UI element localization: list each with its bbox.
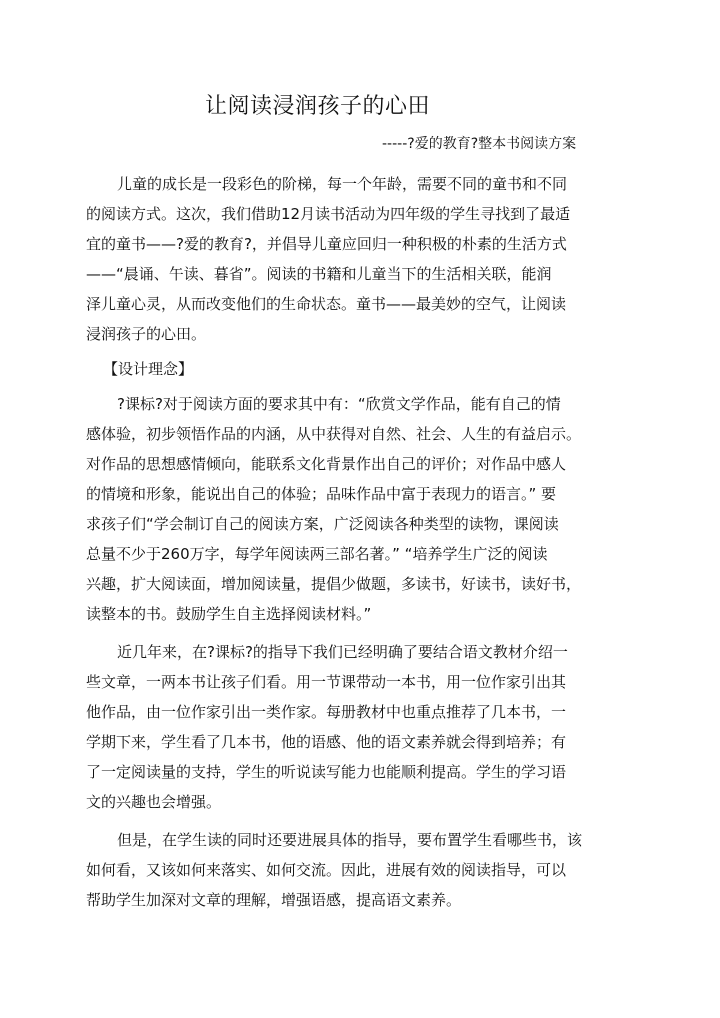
paragraph-line: 他作品，由一位作家引出一类作家。每册教材中也重点推荐了几本书，一 xyxy=(86,703,567,721)
paragraph-line: 的阅读方式。这次，我们借助12月读书活动为四年级的学生寻找到了最适 xyxy=(86,205,571,223)
section-heading: 【设计理念】 xyxy=(103,360,194,378)
paragraph-line: 了一定阅读量的支持，学生的听说读写能力也能顺利提高。学生的学习语 xyxy=(86,763,567,781)
document-title: 让阅读浸润孩子的心田 xyxy=(205,94,431,119)
paragraph-line: 学期下来，学生看了几本书，他的语感、他的语文素养就会得到培养；有 xyxy=(86,733,567,751)
paragraph-line: 读整本的书。鼓励学生自主选择阅读材料。” xyxy=(86,605,372,623)
paragraph-line: 浸润孩子的心田。 xyxy=(86,325,207,343)
paragraph-line: 感体验，初步领悟作品的内涵，从中获得对自然、社会、人生的有益启示。 xyxy=(86,425,582,443)
paragraph-line: 文的兴趣也会增强。 xyxy=(86,793,222,811)
paragraph-line: 些文章，一两本书让孩子们看。用一节课带动一本书，用一位作家引出其 xyxy=(86,673,567,691)
paragraph-line: 兴趣，扩大阅读面，增加阅读量，提倡少做题，多读书，好读书，读好书， xyxy=(86,575,582,593)
paragraph-line: 泽儿童心灵，从而改变他们的生命状态。童书——最美妙的空气，让阅读 xyxy=(86,295,567,313)
paragraph-line: 儿童的成长是一段彩色的阶梯，每一个年龄，需要不同的童书和不同 xyxy=(117,175,568,193)
paragraph-line: ——“晨诵、午读、暮省”。阅读的书籍和儿童当下的生活相关联，能润 xyxy=(86,265,552,283)
document-subtitle: -----?爱的教育?整本书阅读方案 xyxy=(382,136,577,152)
paragraph-line: 宜的童书——?爱的教育?，并倡导儿童应回归一种积极的朴素的生活方式 xyxy=(86,235,567,253)
paragraph-line: 帮助学生加深对文章的理解，增强语感，提高语文素养。 xyxy=(86,891,462,909)
paragraph-line: 但是，在学生读的同时还要进展具体的指导，要布置学生看哪些书，该 xyxy=(117,831,583,849)
paragraph-line: 的情境和形象，能说出自己的体验；品味作品中富于表现力的语言。” 要 xyxy=(86,485,557,503)
paragraph-line: 如何看，又该如何来落实、如何交流。因此，进展有效的阅读指导，可以 xyxy=(86,861,567,879)
paragraph-line: 总量不少于260万字，每学年阅读两三部名著。” “培养学生广泛的阅读 xyxy=(86,545,548,563)
paragraph-line: 近几年来，在?课标?的指导下我们已经明确了要结合语文教材介绍一 xyxy=(117,643,568,661)
paragraph-line: ?课标?对于阅读方面的要求其中有：“欣赏文学作品，能有自己的情 xyxy=(117,395,561,413)
paragraph-line: 对作品的思想感情倾向，能联系文化背景作出自己的评价；对作品中感人 xyxy=(86,455,567,473)
paragraph-line: 求孩子们“学会制订自己的阅读方案，广泛阅读各种类型的读物，课阅读 xyxy=(86,515,559,533)
